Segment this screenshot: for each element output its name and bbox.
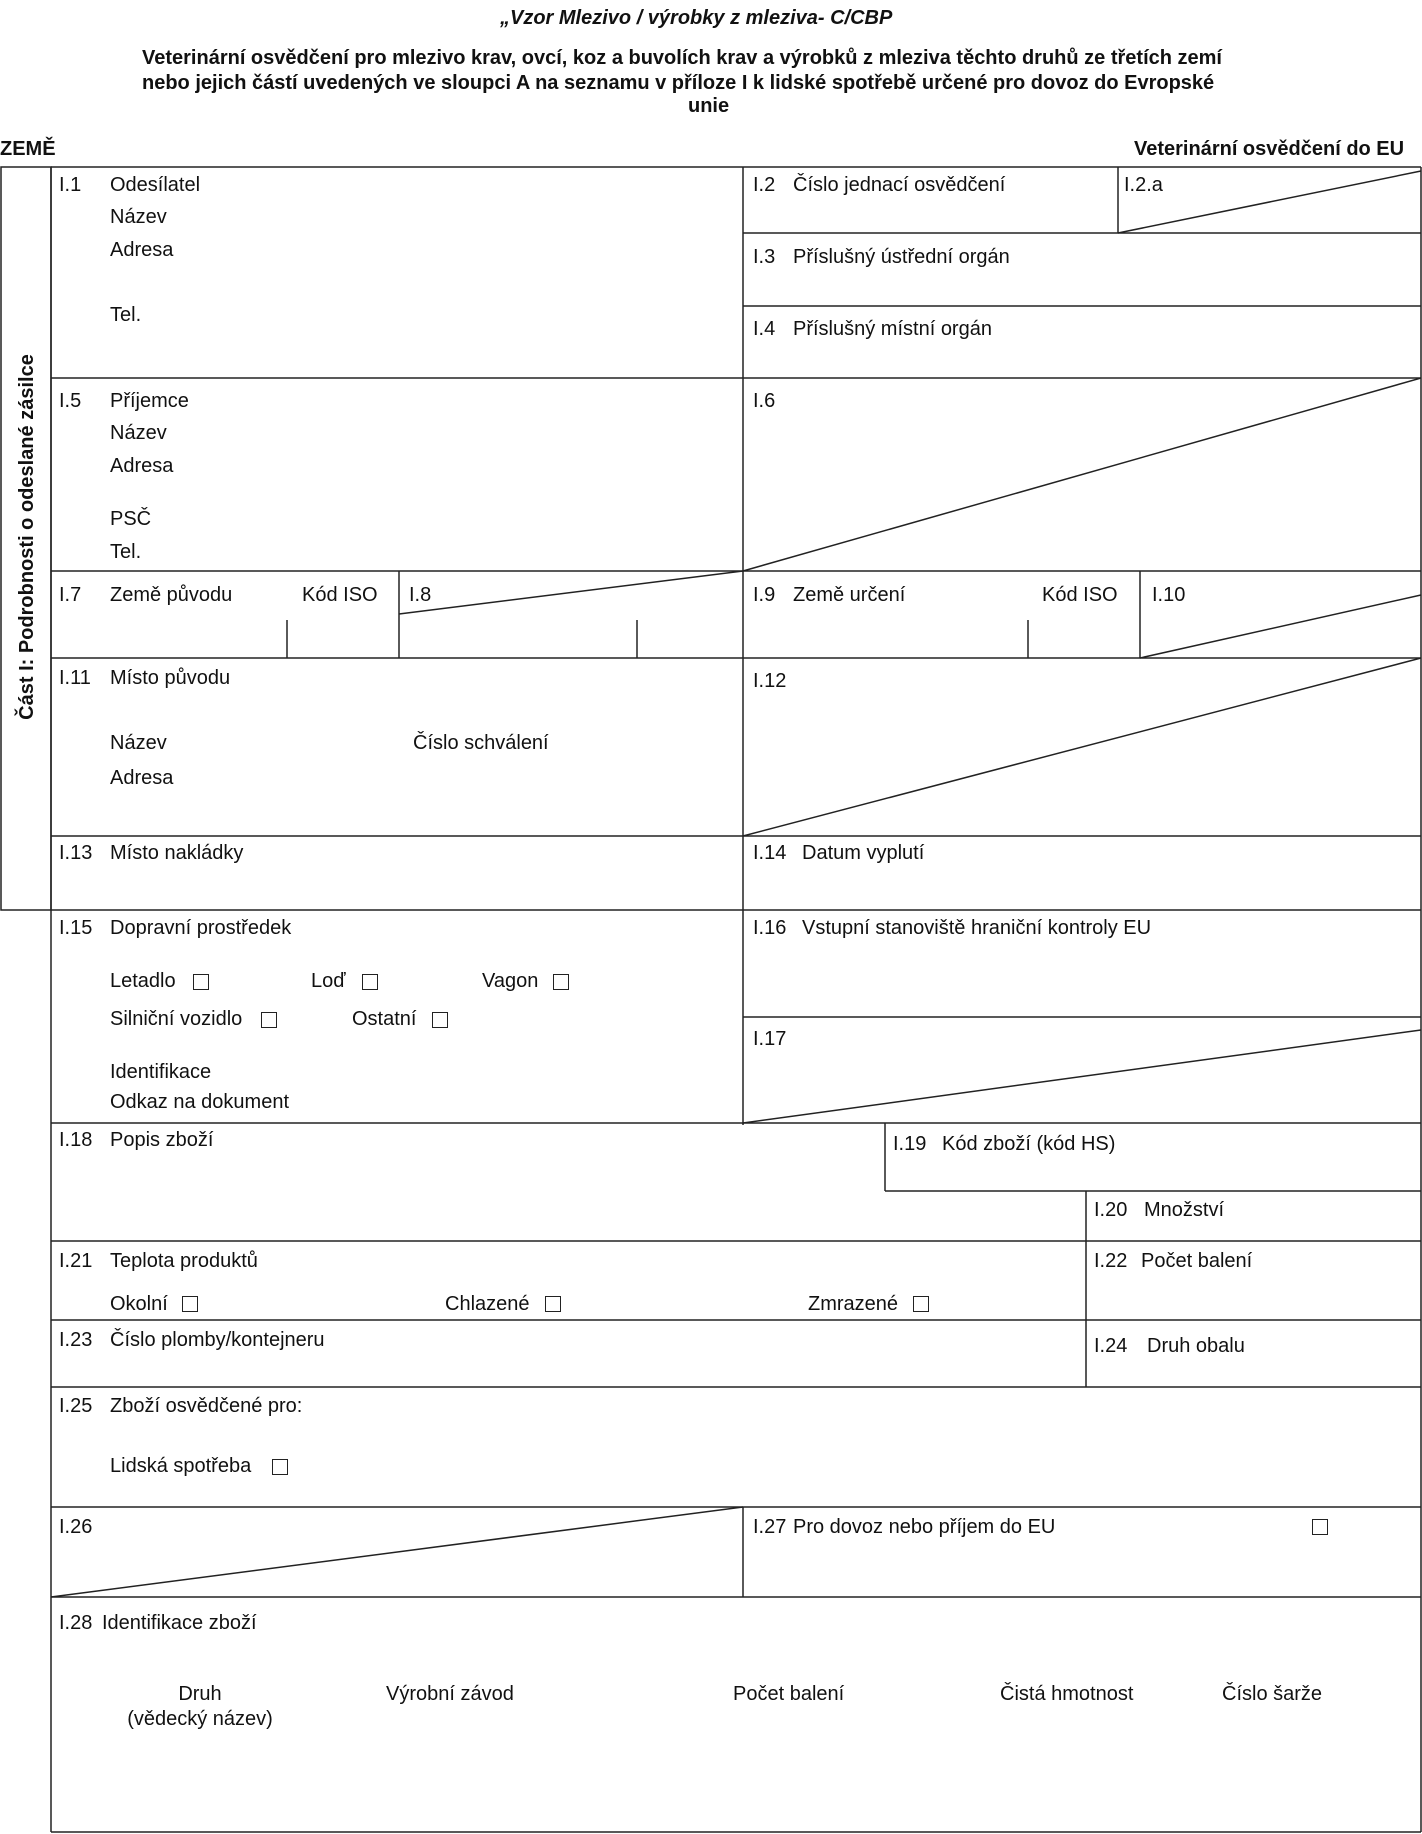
i15-wagon-checkbox[interactable] [553,974,569,990]
i26-diagonal [51,1507,743,1597]
i7-num: I.7 [59,584,82,606]
i5-tel-label: Tel. [110,541,142,563]
i26-num: I.26 [59,1516,93,1538]
i13-num: I.13 [59,842,93,864]
i23-num: I.23 [59,1329,93,1351]
i21-title: Teplota produktů [110,1250,258,1272]
i19-title: Kód zboží (kód HS) [942,1133,1116,1155]
i24-num: I.24 [1094,1335,1128,1357]
i25-human-checkbox[interactable] [272,1459,288,1475]
i20-title: Množství [1144,1199,1225,1221]
i25-human-label: Lidská spotřeba [110,1455,252,1477]
i2a-diagonal [1118,171,1421,233]
i4-title: Příslušný místní orgán [793,318,992,340]
i5-address-label: Adresa [110,455,174,477]
i11-num: I.11 [59,667,91,689]
i12-num: I.12 [753,670,787,692]
i15-ident-label: Identifikace [110,1061,212,1083]
subtitle-line-3: unie [688,95,730,117]
i11-name-label: Název [110,732,167,754]
i22-num: I.22 [1094,1250,1128,1272]
i28-title: Identifikace zboží [102,1612,257,1634]
i1-name-label: Název [110,206,167,228]
i3-title: Příslušný ústřední orgán [793,246,1010,268]
i12-diagonal [743,658,1421,836]
i8-num: I.8 [409,584,432,606]
i28-col-species-sub: (vědecký název) [127,1708,273,1730]
i17-diagonal [743,1030,1421,1123]
i17-num: I.17 [753,1028,787,1050]
i19-num: I.19 [893,1133,927,1155]
i21-frozen-checkbox[interactable] [913,1296,929,1312]
i11-title: Místo původu [110,667,231,689]
i28-col-net-weight: Čistá hmotnost [1000,1683,1134,1705]
i16-num: I.16 [753,917,787,939]
i2-num: I.2 [753,174,776,196]
i5-psc-label: PSČ [110,508,152,530]
i15-wagon-label: Vagon [482,970,539,992]
i25-num: I.25 [59,1395,93,1417]
i5-num: I.5 [59,390,82,412]
i18-title: Popis zboží [110,1129,214,1151]
i7-iso-label: Kód ISO [302,584,378,606]
model-title: „Vzor Mlezivo / výrobky z mleziva- C/CBP [500,7,893,29]
i15-other-label: Ostatní [352,1008,417,1030]
i9-iso-label: Kód ISO [1042,584,1118,606]
i21-chilled-checkbox[interactable] [545,1296,561,1312]
i21-ambient-label: Okolní [110,1293,168,1315]
i21-chilled-label: Chlazené [445,1293,530,1315]
country-label: ZEMĚ [0,138,56,160]
i15-title: Dopravní prostředek [110,917,292,939]
i9-title: Země určení [793,584,906,606]
i1-address-label: Adresa [110,239,174,261]
i28-col-batch: Číslo šarže [1222,1683,1323,1705]
i15-road-checkbox[interactable] [261,1012,277,1028]
i5-title: Příjemce [110,390,189,412]
i23-title: Číslo plomby/kontejneru [110,1329,325,1351]
i10-num: I.10 [1152,584,1186,606]
i21-frozen-label: Zmrazené [808,1293,899,1315]
i20-num: I.20 [1094,1199,1128,1221]
i2a-num: I.2.a [1124,174,1163,196]
i1-title: Odesílatel [110,174,201,196]
i15-road-label: Silniční vozidlo [110,1008,243,1030]
i5-name-label: Název [110,422,167,444]
i15-other-checkbox[interactable] [432,1012,448,1028]
i27-title: Pro dovoz nebo příjem do EU [793,1516,1056,1538]
i11-address-label: Adresa [110,767,174,789]
i9-num: I.9 [753,584,776,606]
i24-title: Druh obalu [1147,1335,1245,1357]
i13-title: Místo nakládky [110,842,244,864]
i3-num: I.3 [753,246,776,268]
i28-col-species: Druh [178,1683,222,1705]
i1-num: I.1 [59,174,82,196]
i21-num: I.21 [59,1250,93,1272]
i6-diagonal [743,378,1421,571]
i14-num: I.14 [753,842,787,864]
subtitle-line-1: Veterinární osvědčení pro mlezivo krav, ovcí, koz a buvolích krav a výrobků z mleziva těchto druhů ze třetích zemí [142,47,1222,69]
i15-num: I.15 [59,917,93,939]
subtitle-line-2: nebo jejich částí uvedených ve sloupci A na seznamu v příloze I k lidské spotřebě určené pro dovoz do Evropské [142,72,1215,94]
side-label: Část I: Podrobnosti o odeslané zásilce [16,354,38,720]
i15-plane-label: Letadlo [110,970,176,992]
i15-ship-label: Loď [311,970,346,992]
i22-title: Počet balení [1141,1250,1253,1272]
i2-title: Číslo jednací osvědčení [793,174,1006,196]
i15-plane-checkbox[interactable] [193,974,209,990]
i7-title: Země původu [110,584,233,606]
i4-num: I.4 [753,318,776,340]
i16-title: Vstupní stanoviště hraniční kontroly EU [802,917,1152,939]
i27-checkbox[interactable] [1312,1519,1328,1535]
i15-ship-checkbox[interactable] [362,974,378,990]
i8-diagonal [399,571,743,614]
i15-docref-label: Odkaz na dokument [110,1091,289,1113]
i28-col-packages: Počet balení [733,1683,845,1705]
i14-title: Datum vyplutí [802,842,925,864]
i11-approval-label: Číslo schválení [413,732,549,754]
i28-num: I.28 [59,1612,93,1634]
i27-num: I.27 [753,1516,787,1538]
cert-label: Veterinární osvědčení do EU [1134,138,1405,160]
i21-ambient-checkbox[interactable] [182,1296,198,1312]
i1-tel-label: Tel. [110,304,142,326]
i28-col-plant: Výrobní závod [386,1683,514,1705]
i6-num: I.6 [753,390,776,412]
i18-num: I.18 [59,1129,93,1151]
i25-title: Zboží osvědčené pro: [110,1395,303,1417]
